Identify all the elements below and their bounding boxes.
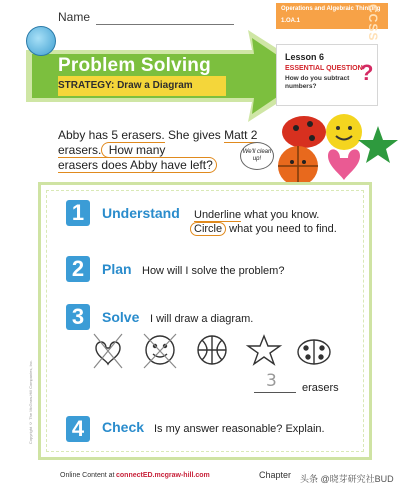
ccss-code: 1.OA.1	[281, 18, 301, 24]
basketball-eraser-icon	[278, 146, 318, 186]
crossed-heart-icon	[94, 334, 122, 368]
answer-blank	[254, 392, 296, 393]
step-plan-text: How will I solve the problem?	[142, 265, 285, 277]
circle-rest: what you need to find.	[226, 223, 337, 235]
problem-part3: How many	[105, 143, 166, 157]
answer-digit: 3	[266, 371, 277, 391]
step-check-title: Check	[102, 419, 145, 435]
step-understand-line2	[190, 222, 337, 236]
step-understand-title: Understand	[102, 205, 180, 221]
step-2-number: 2	[66, 256, 90, 282]
step-4-number: 4	[66, 416, 90, 442]
heart-eraser-icon	[328, 149, 360, 180]
ccss-vertical-label: CCSS	[366, 4, 380, 42]
step-1-number: 1	[66, 200, 90, 226]
crossed-smiley-icon	[144, 334, 176, 368]
star-icon	[248, 336, 280, 364]
problem-text	[58, 128, 268, 173]
underline-word: Underline	[194, 209, 242, 221]
diagram-erasers-row	[92, 330, 342, 372]
strategy-label: STRATEGY: Draw a Diagram	[58, 80, 193, 91]
problem-known-underlined: Matt 2 erasers.	[58, 128, 258, 157]
copyright-side-text: Copyright © The McGraw-Hill Companies, Inc.	[28, 360, 33, 445]
star-eraser-icon	[358, 126, 398, 163]
step-plan-title: Plan	[102, 261, 132, 277]
step-check-text: Is my answer reasonable? Explain.	[154, 423, 325, 435]
problem-part4: erasers does Abby have left?	[58, 158, 213, 172]
ccss-domain: Operations and Algebraic Thinking	[281, 6, 381, 12]
globe-icon	[26, 26, 56, 56]
step-understand-line1	[194, 208, 319, 222]
step-solve-title: Solve	[102, 309, 140, 325]
step-3-number: 3	[66, 304, 90, 330]
basketball-icon	[198, 336, 226, 364]
ladybug-eraser-icon	[282, 116, 326, 148]
problem-part1: Abby has 5 erasers. She gives	[58, 128, 225, 142]
question-mark-icon: ?	[360, 60, 374, 85]
speech-bubble: We'll clean up!	[240, 142, 274, 170]
answer-unit: erasers	[302, 382, 339, 394]
essential-question-text: How do you subtract numbers?	[285, 75, 350, 90]
ladybug-icon	[298, 340, 330, 364]
essential-question-label: ESSENTIAL QUESTION	[285, 65, 363, 72]
lesson-number: Lesson 6	[285, 52, 325, 62]
footer-online-content: Online Content at	[60, 472, 115, 479]
watermark: 头条 @晓芽研究社BUD	[300, 474, 394, 484]
smiley-eraser-icon	[326, 114, 362, 150]
page-title: Problem Solving	[58, 55, 211, 76]
footer-chapter: Chapter	[259, 470, 292, 480]
underline-rest: what you know.	[241, 209, 320, 221]
step-solve-text: I will draw a diagram.	[150, 313, 254, 325]
footer-link[interactable]: connectED.mcgraw-hill.com	[116, 472, 210, 479]
name-label: Name	[58, 10, 91, 24]
circle-word: Circle	[190, 222, 226, 236]
